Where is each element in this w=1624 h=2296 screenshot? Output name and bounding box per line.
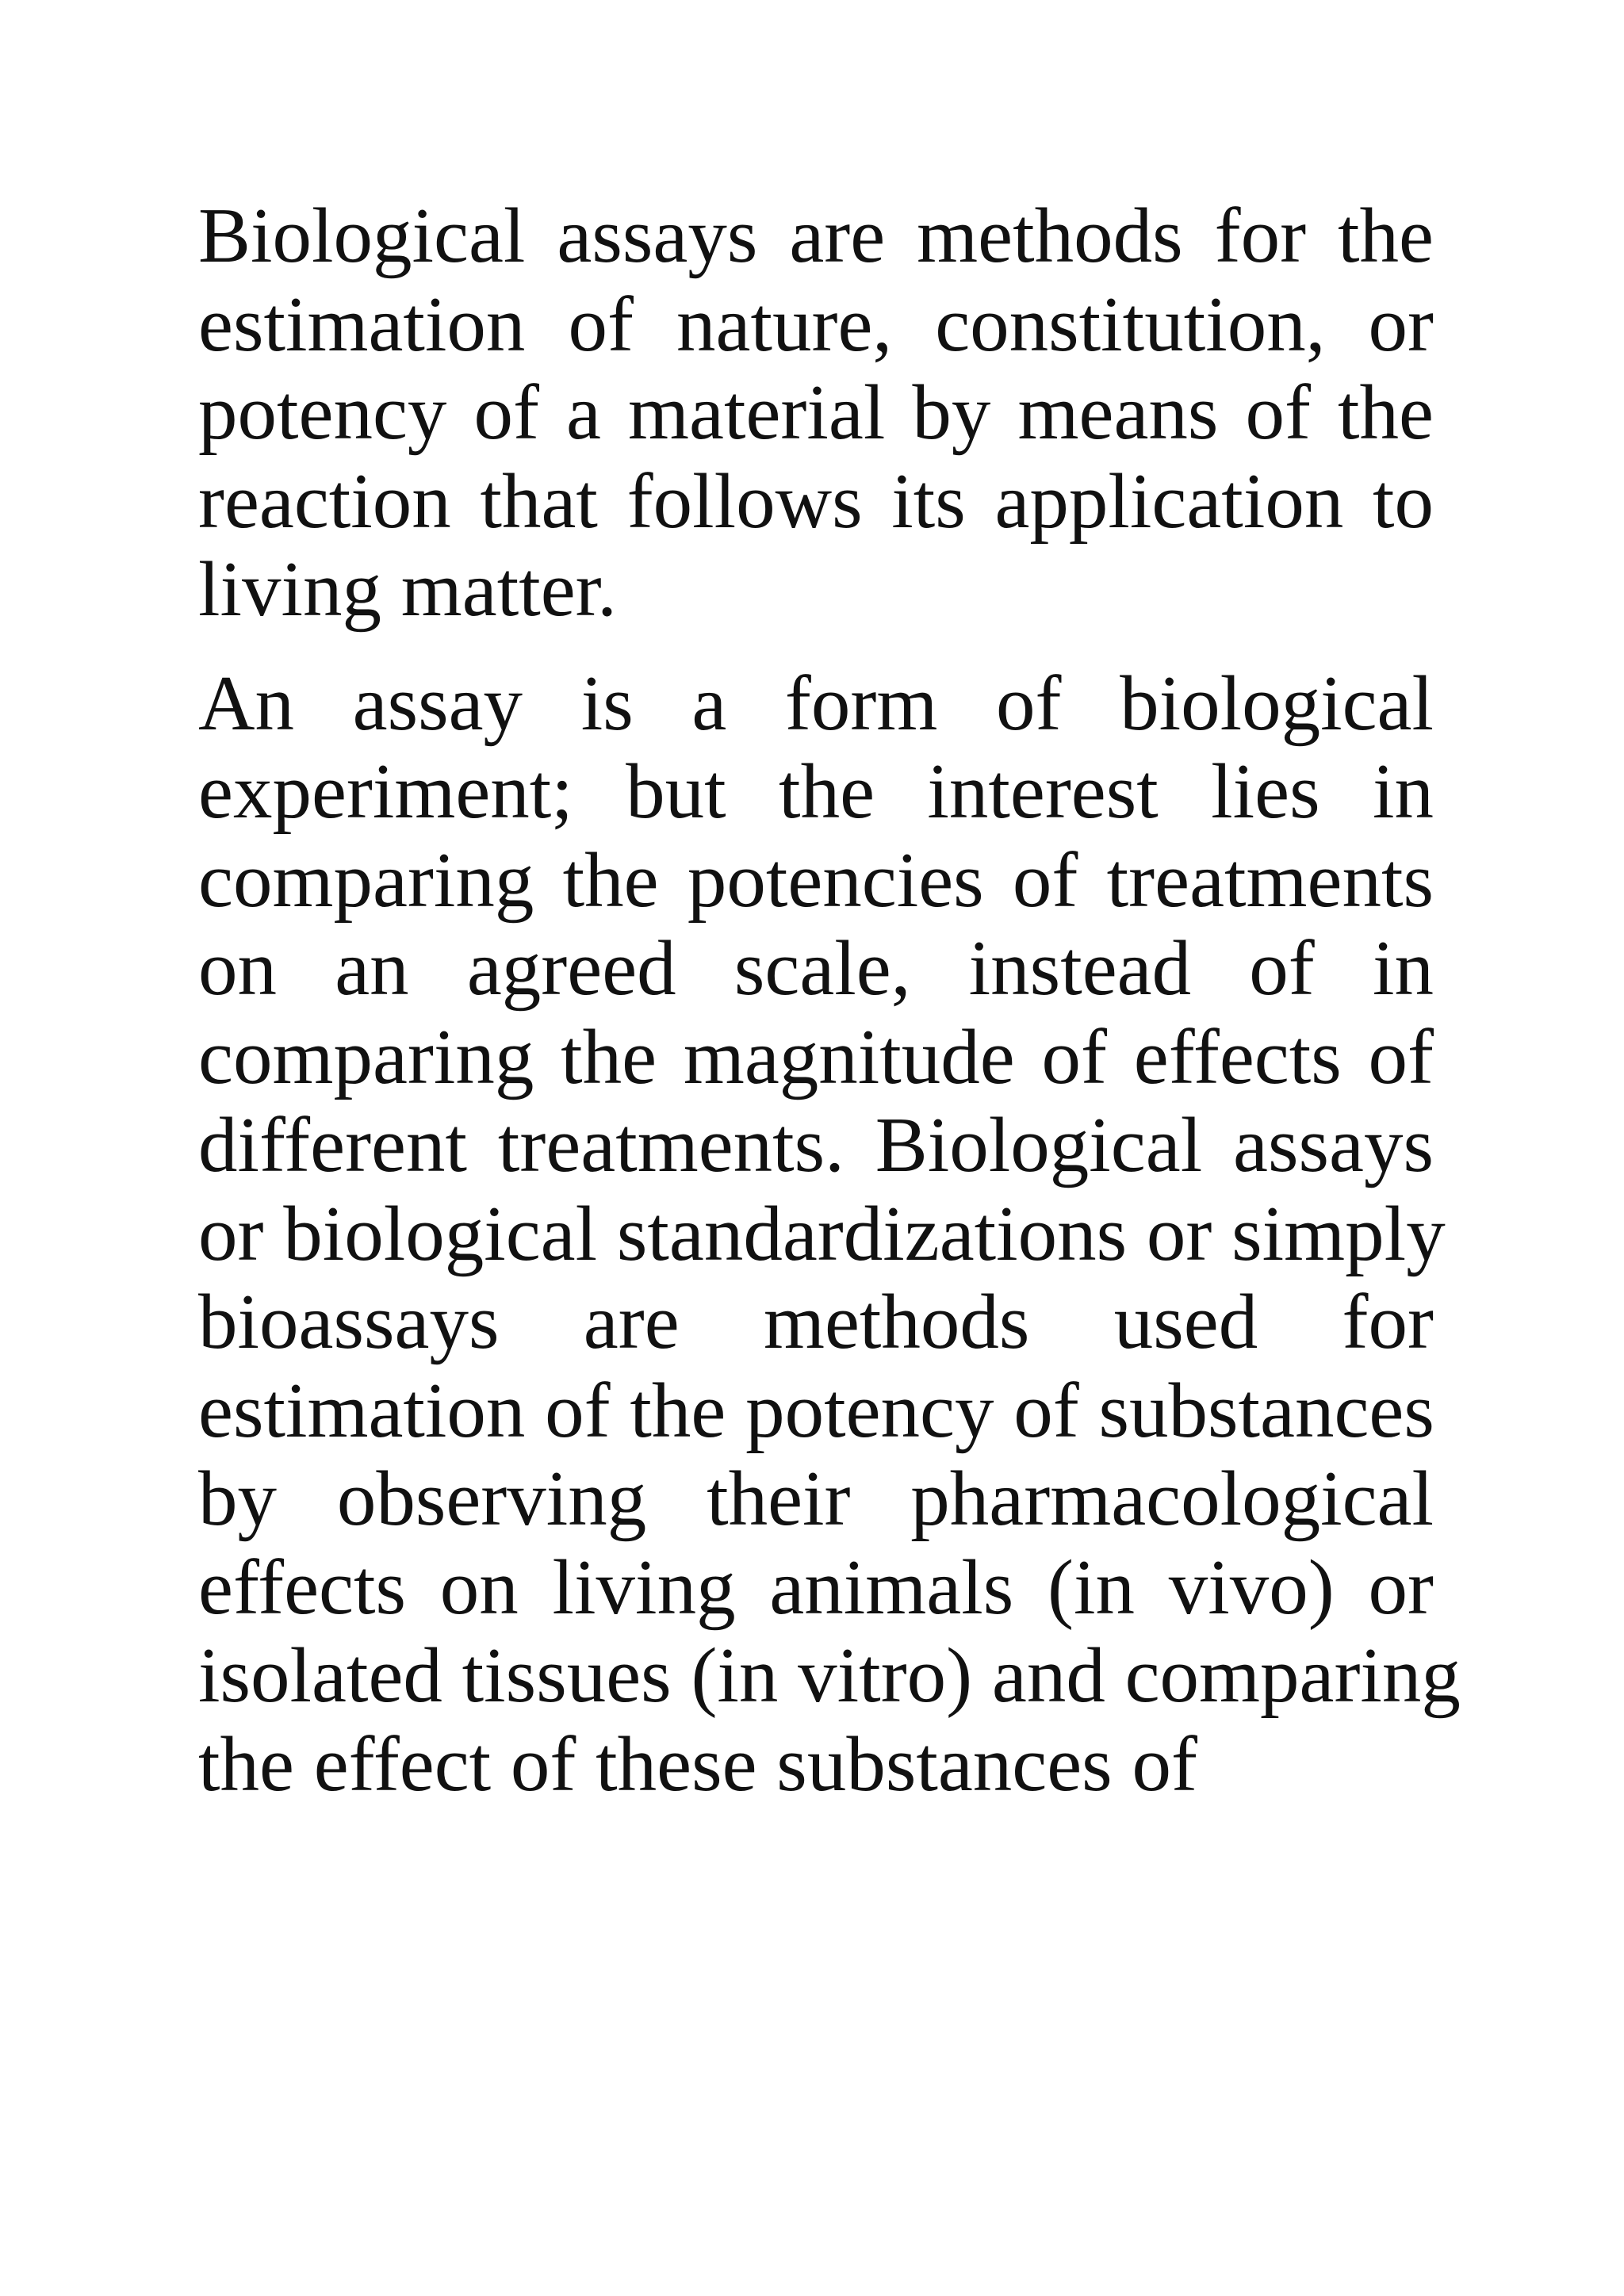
text-line: comparing the potencies of treatments [198, 836, 1434, 924]
paragraph-definition [198, 192, 1434, 634]
text-line: different treatments. Biological assays [198, 1102, 1434, 1188]
text-line: or biological standardizations or simply [198, 1190, 1446, 1277]
text-line: bioassays are methods used for [198, 1279, 1434, 1365]
text-line: isolated tissues (in vitro) and comparing [198, 1632, 1461, 1719]
text-line: comparing the magnitude of effects of [198, 1013, 1434, 1100]
text-line: living matter. [198, 546, 617, 633]
text-line: estimation of nature, constitution, or [198, 281, 1434, 368]
text-line: estimation of the potency of substances [198, 1367, 1434, 1454]
body-text [198, 192, 1461, 1808]
paragraph-assay-description [198, 660, 1461, 1809]
text-line: experiment; but the interest lies in [198, 748, 1434, 835]
text-line: by observing their pharmacological [198, 1456, 1434, 1542]
text-line: An assay is a form of biological [198, 660, 1434, 747]
text-line: potency of a material by means of the [198, 369, 1434, 456]
text-line: effects on living animals (in vivo) or [198, 1544, 1434, 1631]
text-line: reaction that follows its application to [198, 457, 1434, 545]
text-line: on an agreed scale, instead of in [198, 925, 1434, 1012]
text-line: the effect of these substances of [198, 1720, 1197, 1808]
text-line: Biological assays are methods for the [198, 193, 1434, 279]
